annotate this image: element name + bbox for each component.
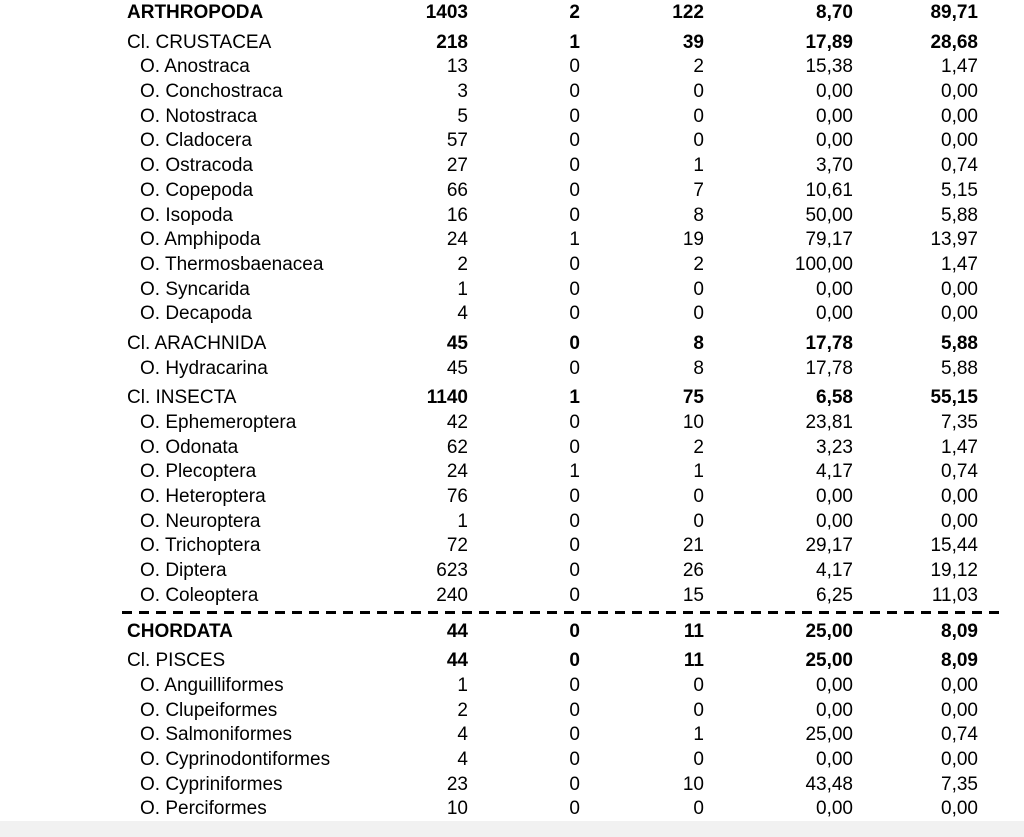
taxon-name: O. Amphipoda (140, 229, 261, 251)
value-cell-5: 28,68 (930, 31, 978, 53)
value-cell-5: 0,00 (941, 699, 978, 721)
value-cell-1: 218 (436, 31, 468, 53)
value-cell-3: 2 (693, 253, 704, 275)
value-cell-4: 0,00 (816, 486, 853, 508)
value-cell-2: 1 (569, 387, 580, 409)
value-cell-2: 0 (569, 56, 580, 78)
value-cell-3: 39 (682, 31, 704, 53)
value-cell-3: 10 (682, 773, 704, 795)
taxon-name: O. Clupeiformes (140, 699, 278, 721)
taxon-name: O. Perciformes (140, 798, 267, 820)
value-cell-5: 5,88 (941, 204, 978, 226)
value-cell-2: 1 (569, 31, 580, 53)
value-cell-2: 0 (569, 81, 580, 103)
value-cell-5: 8,09 (941, 650, 978, 672)
taxon-name: O. Cladocera (140, 130, 252, 152)
value-cell-1: 44 (446, 620, 468, 642)
value-cell-1: 16 (446, 204, 468, 226)
taxon-name: O. Cyprinodontiformes (140, 748, 331, 770)
value-cell-3: 0 (693, 674, 704, 696)
value-cell-1: 72 (446, 535, 468, 557)
value-cell-2: 0 (569, 748, 580, 770)
value-cell-4: 8,70 (816, 2, 853, 23)
value-cell-4: 17,78 (805, 332, 853, 354)
taxon-name: O. Odonata (140, 436, 239, 458)
value-cell-5: 0,00 (941, 486, 978, 508)
table-row (0, 510, 1024, 535)
value-cell-4: 10,61 (805, 179, 853, 201)
value-cell-1: 27 (446, 155, 468, 177)
value-cell-2: 0 (569, 650, 580, 672)
value-cell-4: 3,70 (816, 155, 853, 177)
value-cell-4: 0,00 (816, 303, 853, 325)
value-cell-3: 0 (693, 303, 704, 325)
taxon-name: O. Diptera (140, 560, 227, 582)
table-row (0, 179, 1024, 204)
table-row (0, 773, 1024, 798)
value-cell-3: 2 (693, 436, 704, 458)
value-cell-5: 7,35 (941, 412, 978, 433)
table-row (0, 332, 1024, 357)
value-cell-5: 0,00 (941, 748, 978, 770)
value-cell-2: 1 (569, 229, 580, 251)
taxon-name: O. Ephemeroptera (140, 412, 297, 433)
value-cell-4: 4,17 (816, 560, 853, 582)
value-cell-5: 0,74 (941, 461, 978, 483)
value-cell-5: 89,71 (930, 2, 978, 23)
value-cell-4: 100,00 (794, 253, 853, 275)
value-cell-1: 623 (436, 560, 468, 582)
table-row (0, 699, 1024, 724)
value-cell-5: 7,35 (941, 773, 978, 795)
value-cell-4: 23,81 (805, 412, 853, 433)
value-cell-1: 24 (446, 229, 468, 251)
value-cell-5: 8,09 (941, 620, 978, 642)
value-cell-1: 45 (446, 332, 468, 354)
table-row (0, 278, 1024, 303)
value-cell-1: 1 (457, 674, 468, 696)
taxon-name: ARTHROPODA (127, 2, 264, 23)
value-cell-3: 1 (693, 461, 704, 483)
table-row (0, 228, 1024, 253)
value-cell-3: 0 (693, 81, 704, 103)
value-cell-1: 1 (457, 510, 468, 532)
table-row (0, 620, 1024, 645)
value-cell-5: 5,88 (941, 357, 978, 379)
taxon-name: O. Cypriniformes (140, 773, 283, 795)
value-cell-3: 0 (693, 510, 704, 532)
value-cell-4: 0,00 (816, 798, 853, 820)
table-row (0, 80, 1024, 105)
value-cell-2: 0 (569, 486, 580, 508)
table-row (0, 357, 1024, 382)
value-cell-5: 0,74 (941, 155, 978, 177)
taxon-name: Cl. INSECTA (127, 387, 237, 409)
value-cell-4: 0,00 (816, 674, 853, 696)
table-row (0, 302, 1024, 327)
value-cell-4: 0,00 (816, 105, 853, 127)
taxon-name: O. Thermosbaenacea (140, 253, 324, 275)
value-cell-4: 25,00 (805, 620, 853, 642)
value-cell-3: 7 (693, 179, 704, 201)
value-cell-4: 0,00 (816, 81, 853, 103)
value-cell-1: 62 (446, 436, 468, 458)
value-cell-1: 4 (457, 748, 468, 770)
value-cell-1: 4 (457, 303, 468, 325)
table-row (0, 154, 1024, 179)
value-cell-4: 25,00 (805, 650, 853, 672)
value-cell-3: 8 (693, 204, 704, 226)
taxon-name: O. Anguilliformes (140, 674, 284, 696)
taxon-name: O. Plecoptera (140, 461, 257, 483)
value-cell-3: 0 (693, 798, 704, 820)
section-chordata (0, 620, 1024, 823)
section-arthropoda (0, 1, 1024, 609)
value-cell-1: 240 (436, 584, 468, 606)
value-cell-4: 17,89 (805, 31, 853, 53)
taxon-name: O. Anostraca (140, 56, 250, 78)
value-cell-1: 45 (446, 357, 468, 379)
value-cell-5: 0,00 (941, 81, 978, 103)
taxon-name: O. Decapoda (140, 303, 252, 325)
value-cell-2: 0 (569, 179, 580, 201)
table-row (0, 55, 1024, 80)
taxon-name: O. Syncarida (140, 278, 250, 300)
value-cell-4: 0,00 (816, 510, 853, 532)
value-cell-2: 2 (569, 2, 580, 23)
table-row (0, 1, 1024, 26)
value-cell-3: 11 (683, 650, 704, 672)
table-row (0, 559, 1024, 584)
table-row (0, 649, 1024, 674)
value-cell-3: 1 (693, 155, 704, 177)
taxon-name: CHORDATA (127, 620, 233, 642)
value-cell-3: 19 (682, 229, 704, 251)
value-cell-2: 0 (569, 303, 580, 325)
value-cell-3: 10 (682, 412, 704, 433)
taxon-name: O. Notostraca (140, 105, 258, 127)
value-cell-1: 57 (446, 130, 468, 152)
value-cell-5: 1,47 (941, 253, 978, 275)
value-cell-5: 0,00 (941, 303, 978, 325)
value-cell-4: 79,17 (805, 229, 853, 251)
table-row (0, 584, 1024, 609)
table-row (0, 129, 1024, 154)
taxon-name: Cl. CRUSTACEA (127, 31, 272, 53)
value-cell-5: 15,44 (930, 535, 978, 557)
value-cell-3: 0 (693, 130, 704, 152)
taxon-name: Cl. PISCES (127, 650, 226, 672)
value-cell-2: 0 (569, 620, 580, 642)
value-cell-2: 0 (569, 798, 580, 820)
value-cell-5: 0,00 (941, 674, 978, 696)
value-cell-1: 42 (446, 412, 468, 433)
table-row (0, 204, 1024, 229)
table-row (0, 674, 1024, 699)
value-cell-3: 1 (693, 724, 704, 746)
value-cell-2: 0 (569, 560, 580, 582)
taxon-name: O. Trichoptera (140, 535, 261, 557)
value-cell-5: 13,97 (930, 229, 978, 251)
value-cell-4: 29,17 (805, 535, 853, 557)
value-cell-2: 0 (569, 412, 580, 433)
value-cell-4: 17,78 (805, 357, 853, 379)
value-cell-4: 50,00 (805, 204, 853, 226)
taxon-name: O. Isopoda (140, 204, 233, 226)
taxon-name: O. Conchostraca (140, 81, 283, 103)
value-cell-5: 55,15 (930, 387, 978, 409)
value-cell-1: 1403 (425, 2, 468, 23)
value-cell-2: 0 (569, 699, 580, 721)
value-cell-4: 25,00 (805, 724, 853, 746)
table-row (0, 31, 1024, 56)
value-cell-5: 1,47 (941, 436, 978, 458)
table-row (0, 534, 1024, 559)
value-cell-2: 0 (569, 278, 580, 300)
value-cell-3: 0 (693, 105, 704, 127)
value-cell-5: 0,00 (941, 510, 978, 532)
value-cell-3: 8 (693, 357, 704, 379)
value-cell-2: 0 (569, 510, 580, 532)
table-row (0, 797, 1024, 822)
value-cell-1: 13 (446, 56, 468, 78)
value-cell-3: 0 (693, 748, 704, 770)
value-cell-1: 3 (457, 81, 468, 103)
value-cell-3: 0 (693, 699, 704, 721)
value-cell-1: 2 (457, 253, 468, 275)
taxon-name: O. Heteroptera (140, 486, 266, 508)
value-cell-3: 15 (682, 584, 704, 606)
taxon-name: O. Salmoniformes (140, 724, 293, 746)
value-cell-1: 4 (457, 724, 468, 746)
value-cell-2: 0 (569, 436, 580, 458)
value-cell-1: 1140 (426, 387, 468, 409)
value-cell-1: 10 (446, 798, 468, 820)
dashed-divider (122, 611, 1006, 614)
value-cell-2: 0 (569, 674, 580, 696)
value-cell-4: 0,00 (816, 699, 853, 721)
value-cell-5: 0,00 (941, 278, 978, 300)
value-cell-1: 76 (446, 486, 468, 508)
value-cell-5: 0,00 (941, 105, 978, 127)
value-cell-2: 0 (569, 584, 580, 606)
value-cell-1: 1 (457, 278, 468, 300)
value-cell-3: 8 (693, 332, 704, 354)
value-cell-5: 5,15 (941, 179, 978, 201)
taxon-name: O. Copepoda (140, 179, 254, 201)
value-cell-3: 0 (693, 486, 704, 508)
value-cell-4: 0,00 (816, 130, 853, 152)
table-row (0, 411, 1024, 436)
table-row (0, 748, 1024, 773)
taxon-name: O. Ostracoda (140, 155, 253, 177)
value-cell-3: 75 (682, 387, 704, 409)
value-cell-2: 0 (569, 130, 580, 152)
value-cell-5: 11,03 (931, 584, 978, 606)
value-cell-2: 0 (569, 253, 580, 275)
taxon-name: Cl. ARACHNIDA (127, 332, 267, 354)
value-cell-1: 5 (457, 105, 468, 127)
value-cell-4: 4,17 (816, 461, 853, 483)
value-cell-3: 21 (682, 535, 704, 557)
value-cell-4: 43,48 (805, 773, 853, 795)
table-row (0, 723, 1024, 748)
table-row (0, 485, 1024, 510)
value-cell-4: 0,00 (816, 748, 853, 770)
table-row (0, 460, 1024, 485)
value-cell-2: 0 (569, 105, 580, 127)
value-cell-5: 5,88 (941, 332, 978, 354)
value-cell-5: 0,74 (941, 724, 978, 746)
table-row (0, 386, 1024, 411)
taxon-name: O. Hydracarina (140, 357, 268, 379)
value-cell-4: 6,58 (816, 387, 853, 409)
value-cell-3: 26 (682, 560, 704, 582)
value-cell-2: 0 (569, 357, 580, 379)
value-cell-1: 23 (446, 773, 468, 795)
value-cell-2: 1 (569, 461, 580, 483)
taxon-name: O. Neuroptera (140, 510, 261, 532)
value-cell-5: 19,12 (930, 560, 978, 582)
value-cell-1: 66 (446, 179, 468, 201)
table-row (0, 105, 1024, 130)
value-cell-1: 44 (446, 650, 468, 672)
value-cell-3: 0 (693, 278, 704, 300)
value-cell-3: 122 (672, 2, 704, 23)
value-cell-2: 0 (569, 204, 580, 226)
value-cell-1: 24 (446, 461, 468, 483)
taxon-name: O. Coleoptera (140, 584, 259, 606)
value-cell-5: 0,00 (941, 798, 978, 820)
value-cell-2: 0 (569, 535, 580, 557)
value-cell-2: 0 (569, 332, 580, 354)
value-cell-5: 1,47 (941, 56, 978, 78)
value-cell-4: 3,23 (816, 436, 853, 458)
value-cell-1: 2 (457, 699, 468, 721)
value-cell-4: 15,38 (805, 56, 853, 78)
value-cell-3: 11 (683, 620, 704, 642)
value-cell-4: 0,00 (816, 278, 853, 300)
value-cell-3: 2 (693, 56, 704, 78)
table-row (0, 436, 1024, 461)
value-cell-5: 0,00 (941, 130, 978, 152)
table-row (0, 253, 1024, 278)
value-cell-2: 0 (569, 773, 580, 795)
value-cell-2: 0 (569, 155, 580, 177)
page-bottom-margin (0, 821, 1024, 837)
value-cell-4: 6,25 (816, 584, 853, 606)
value-cell-2: 0 (569, 724, 580, 746)
